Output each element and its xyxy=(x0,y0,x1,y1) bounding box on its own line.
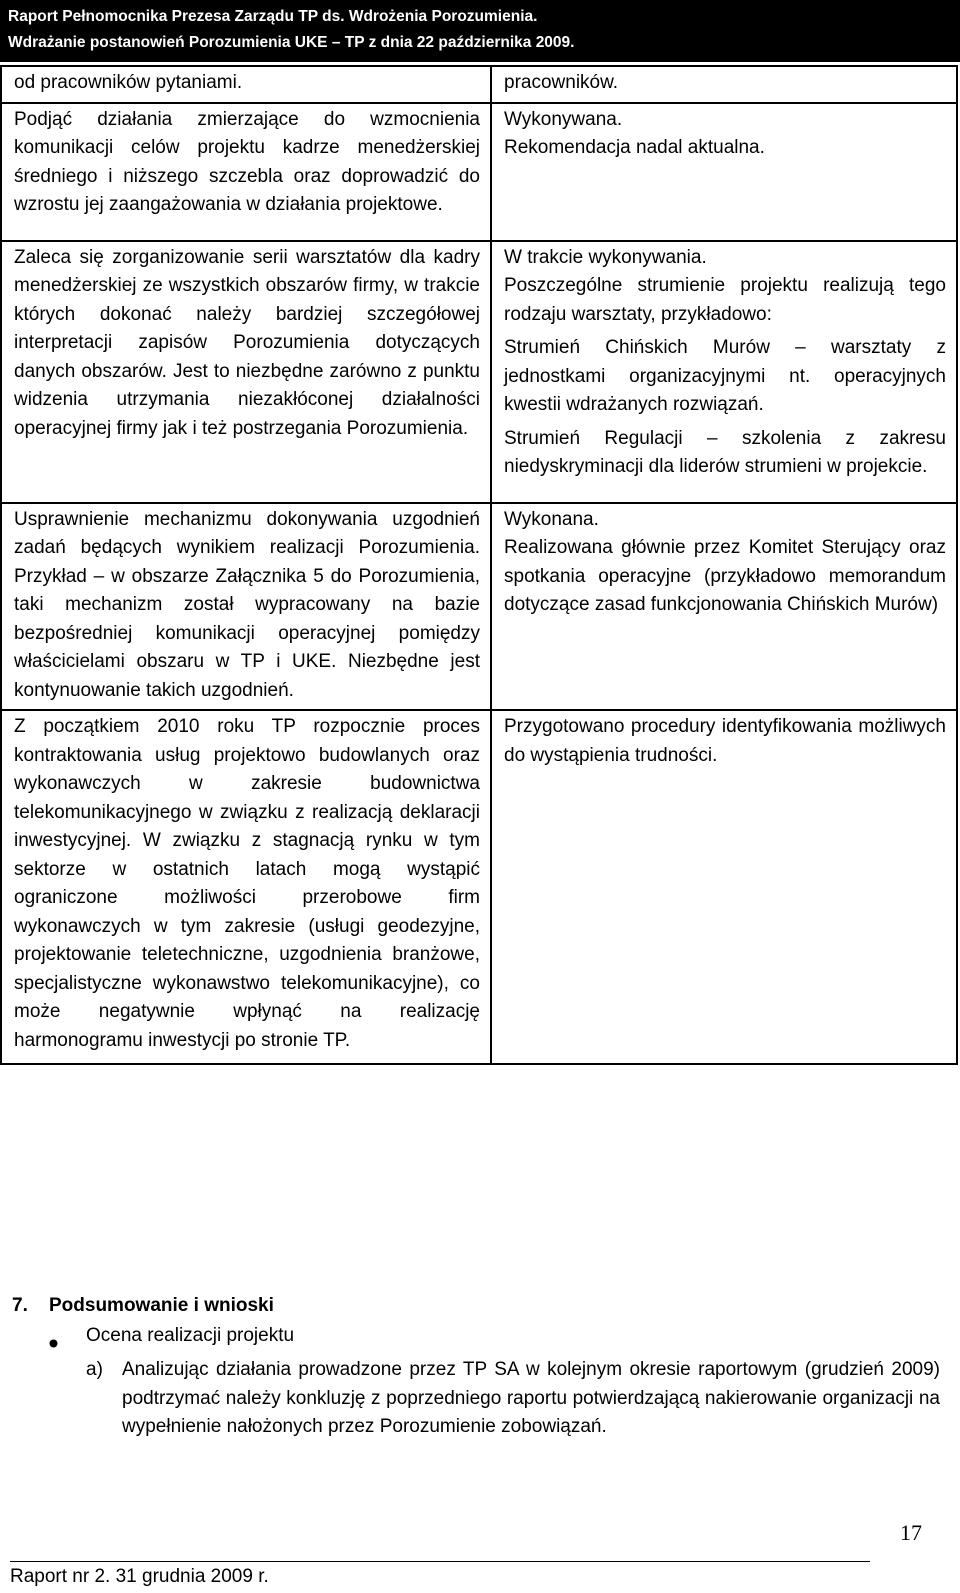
cell-text: Strumień Chińskich Murów – warsztaty z jednostkami organizacyjnymi nt. operacyjnych kwestii wdrażanych rozwiązań. xyxy=(504,337,946,415)
cell-text: Strumień Regulacji – szkolenia z zakresu niedyskryminacji dla liderów strumieni w projekcie. xyxy=(504,427,946,477)
table-row xyxy=(1,710,957,1064)
bullet-icon xyxy=(49,1329,58,1358)
document-header xyxy=(0,0,960,62)
list-item-text: Analizując działania prowadzone przez TP SA w kolejnym okresie raportowym (grudzień 2009) podtrzymać należy konkluzję z poprzedniego raportu potwierdzającą nakierowanie organizacji na wypełnienie nałożonych przez Porozumienie zobowiązań. xyxy=(122,1359,940,1437)
recommendation-cell xyxy=(1,66,491,103)
recommendation-cell xyxy=(1,503,491,711)
recommendations-table xyxy=(0,65,958,1065)
cell-text: Wykonywana. xyxy=(504,108,623,130)
table-row xyxy=(1,503,957,711)
cell-text: Zaleca się zorganizowanie serii warsztatów dla kadry menedżerskiej ze wszystkich obszarów firmy, w trakcie których dokonać należy bardziej szczegółowej interpretacji zapisów Porozumienia dotyczących danych obszarów. Jest to niezbędne zarówno z punktu widzenia utrzymania niezakłóconej działalności operacyjnej firmy jak i też postrzegania Porozumienia. xyxy=(14,246,480,439)
footer-divider xyxy=(10,1561,870,1562)
cell-text: Wykonana. xyxy=(504,508,599,530)
cell-text: Poszczególne strumienie projektu realizują tego rodzaju warsztaty, przykładowo: xyxy=(504,275,946,325)
cell-text: Rekomendacja nadal aktualna. xyxy=(504,137,765,158)
list-item-label: a) xyxy=(86,1359,103,1380)
summary-section xyxy=(0,1292,960,1492)
status-cell xyxy=(491,103,957,241)
cell-text: Usprawnienie mechanizmu dokonywania uzgodnień zadań będących wynikiem realizacji Porozumienia. Przykład – w obszarze Załącznika 5 do Porozumienia, taki mechanizm został wypracowany na bazie bezpośredniej komunikacji operacyjnej pomiędzy właścicielami obszaru w TP i UKE. Niezbędne jest kontynuowanie takich uzgodnień. xyxy=(14,508,480,701)
cell-text: Z początkiem 2010 roku TP rozpocznie proces kontraktowania usług projektowo budowlanych oraz wykonawczych w zakresie budownictwa telekomunikacyjnego w związku z realizacją deklaracji inwestycyjnej. W związku z stagnacją rynku w tym sektorze w ostatnich latach mogą wystąpić ograniczone możliwości przerobowe firm wykonawczych w tym zakresie (usługi geodezyjne, projektowanie teletechniczne, uzgodnienia branżowe, specjalistyczne wykonawstwo telekomunikacyjne), co może negatywnie wpłynąć na realizację harmonogramu inwestycji po stronie TP. xyxy=(14,716,480,1051)
header-line-1: Raport Pełnomocnika Prezesa Zarządu TP ds. Wdrożenia Porozumienia. xyxy=(8,8,538,25)
status-cell xyxy=(491,66,957,103)
page-number: 17 xyxy=(900,1520,922,1545)
cell-text: od pracowników pytaniami. xyxy=(14,72,243,93)
cell-text: Realizowana głównie przez Komitet Sterujący oraz spotkania operacyjne (przykładowo memorandum dotyczące zasad funkcjonowania Chińskich Murów) xyxy=(504,537,946,615)
footer-report-label: Raport nr 2. 31 grudnia 2009 r. xyxy=(10,1566,269,1587)
recommendation-cell xyxy=(1,103,491,241)
bullet-item-text: Ocena realizacji projektu xyxy=(86,1325,295,1346)
cell-text: Przygotowano procedury identyfikowania możliwych do wystąpienia trudności. xyxy=(504,716,946,766)
recommendation-cell xyxy=(1,241,491,503)
section-title: Podsumowanie i wnioski xyxy=(49,1295,274,1316)
cell-text: pracowników. xyxy=(504,72,619,93)
status-cell xyxy=(491,241,957,503)
table-row xyxy=(1,66,957,103)
status-cell xyxy=(491,503,957,711)
status-cell xyxy=(491,710,957,1064)
cell-text: W trakcie wykonywania. xyxy=(504,246,707,268)
header-line-2: Wdrażanie postanowień Porozumienia UKE – TP z dnia 22 października 2009. xyxy=(8,34,575,51)
section-number: 7. xyxy=(12,1295,28,1316)
recommendation-cell xyxy=(1,710,491,1064)
table-row xyxy=(1,103,957,241)
cell-text: Podjąć działania zmierzające do wzmocnienia komunikacji celów projektu kadrze menedżerskiej średniego i niższego szczebla oraz doprowadzić do wzrostu jej zaangażowania w działania projektowe. xyxy=(14,108,480,215)
table-row xyxy=(1,241,957,503)
